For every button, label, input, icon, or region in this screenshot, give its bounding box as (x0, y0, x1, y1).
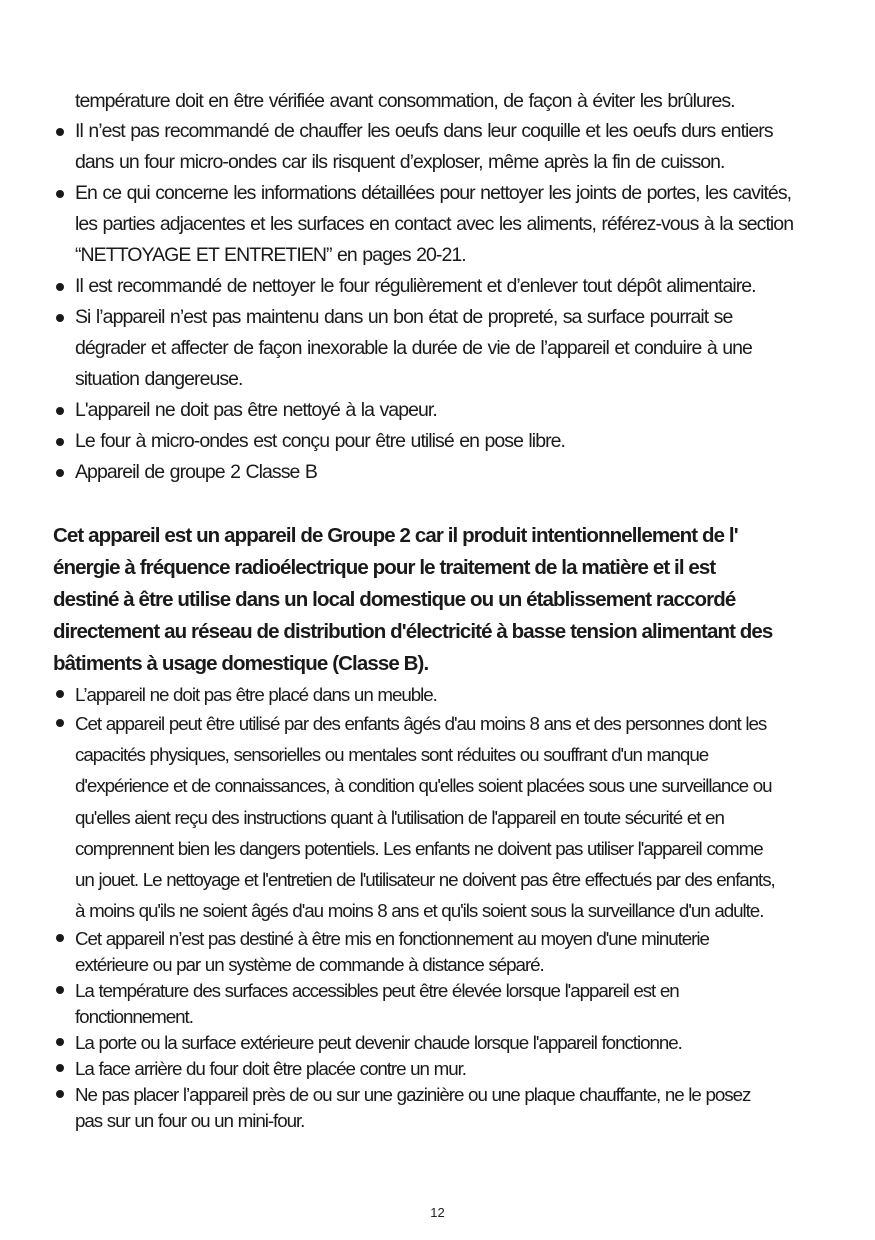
item-line: d'expérience et de connaissances, à condition qu'elles soient placées sous une surveillance ou (75, 775, 772, 797)
item-line: pas sur un four ou un mini-four. (75, 1110, 305, 1132)
bullet-icon (56, 719, 64, 727)
safety-list-2 (0, 682, 820, 1134)
bullet-icon (56, 986, 64, 994)
item-line: Cet appareil peut être utilisé par des enfants âgés d'au moins 8 ans et des personnes dont les (75, 713, 767, 734)
item-line: un jouet. Le nettoyage et l'entretien de l'utilisateur ne doivent pas être effectués par des enfants, (75, 869, 775, 891)
item-line: Ne pas placer l’appareil près de ou sur une gazinière ou une plaque chauffante, ne le posez (75, 1084, 751, 1106)
item-line: L’appareil ne doit pas être placé dans un meuble. (75, 684, 437, 705)
item-line: extérieure ou par un système de commande à distance séparé. (75, 954, 544, 976)
item-line: Il n’est pas recommandé de chauffer les oeufs dans leur coquille et les oeufs durs entiers (75, 120, 773, 142)
bullet-icon (56, 934, 64, 942)
list-item (0, 1056, 820, 1082)
item-line: comprennent bien les dangers potentiels. Les enfants ne doivent pas utiliser l'appareil comme (75, 837, 763, 859)
bullet-icon (56, 1064, 64, 1072)
item-line: Cet appareil n’est pas destiné à être mis en fonctionnement au moyen d'une minuterie (75, 928, 709, 950)
item-line: qu'elles aient reçu des instructions quant à l'utilisation de l'appareil en toute sécurité et en (75, 806, 724, 828)
notice-line: énergie à fréquence radioélectrique pour le traitement de la matière et il est (53, 556, 716, 579)
notice-line: destiné à être utilise dans un local domestique ou un établissement raccordé (53, 588, 736, 611)
notice-line: directement au réseau de distribution d'électricité à basse tension alimentant des (53, 620, 773, 643)
item-line: capacités physiques, sensorielles ou mentales sont réduites ou souffrant d'un manque (75, 744, 709, 766)
bullet-icon (56, 469, 64, 477)
item-line: En ce qui concerne les informations détaillées pour nettoyer les joints de portes, les cavités, (75, 182, 792, 204)
safety-list-1 (0, 116, 820, 488)
list-item (0, 178, 820, 271)
bullet-icon (56, 1090, 64, 1098)
bullet-icon (56, 314, 64, 322)
continuation-text: température doit en être vérifiée avant consommation, de façon à éviter les brûlures. (75, 90, 735, 112)
list-item (0, 457, 820, 488)
bullet-icon (56, 283, 64, 291)
item-line: à moins qu'ils ne soient âgés d'au moins 8 ans et qu'ils soient sous la surveillance d'un adulte. (75, 900, 764, 922)
item-line: Il est recommandé de nettoyer le four régulièrement et d’enlever tout dépôt alimentaire. (75, 275, 756, 297)
list-item (0, 1030, 820, 1056)
list-item (0, 271, 820, 302)
list-item (0, 116, 820, 178)
item-line: La porte ou la surface extérieure peut devenir chaude lorsque l'appareil fonctionne. (75, 1032, 682, 1054)
list-item (0, 302, 820, 395)
item-line: La face arrière du four doit être placée contre un mur. (75, 1058, 466, 1080)
item-line: Si l’appareil n’est pas maintenu dans un bon état de propreté, sa surface pourrait se (75, 306, 733, 328)
notice-line: bâtiments à usage domestique (Classe B). (53, 652, 429, 675)
item-line: situation dangereuse. (75, 368, 243, 390)
bullet-icon (56, 190, 64, 198)
page-number: 12 (430, 1205, 445, 1220)
list-item (0, 682, 820, 708)
bullet-icon (56, 438, 64, 446)
item-line: Le four à micro-ondes est conçu pour être utilisé en pose libre. (75, 430, 565, 452)
bullet-icon (56, 407, 64, 415)
item-line: les parties adjacentes et les surfaces en contact avec les aliments, référez-vous à la section (75, 213, 794, 235)
list-item (0, 978, 820, 1030)
notice-line: Cet appareil est un appareil de Groupe 2 car il produit intentionnellement de l' (53, 524, 738, 547)
item-line: dégrader et affecter de façon inexorable la durée de vie de l’appareil et conduire à une (75, 337, 752, 359)
item-line: dans un four micro-ondes car ils risquent d’exploser, même après la fin de cuisson. (75, 151, 725, 173)
bullet-icon (56, 690, 64, 698)
bullet-icon (56, 1038, 64, 1046)
item-line: L'appareil ne doit pas être nettoyé à la vapeur. (75, 399, 437, 421)
list-item (0, 708, 820, 926)
item-line: “NETTOYAGE ET ENTRETIEN” en pages 20-21. (75, 244, 466, 266)
item-line: Appareil de groupe 2 Classe B (75, 461, 317, 483)
list-item (0, 395, 820, 426)
list-item (0, 926, 820, 978)
list-item (0, 1082, 820, 1134)
item-line: La température des surfaces accessibles peut être élevée lorsque l'appareil est en (75, 980, 679, 1002)
group2-class-b-notice (53, 520, 843, 680)
bullet-icon (56, 128, 64, 136)
item-line: fonctionnement. (75, 1006, 193, 1028)
list-item (0, 426, 820, 457)
